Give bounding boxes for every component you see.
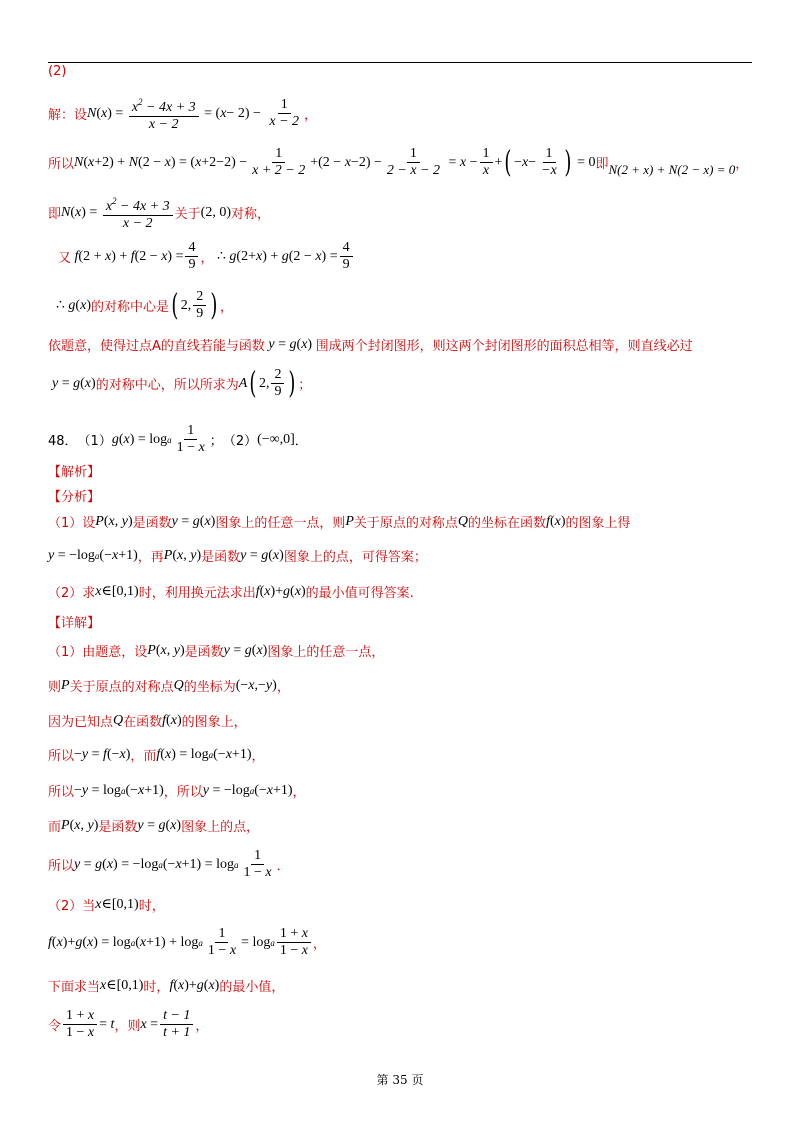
solution-line-4: 又 f (2 + x ) + f (2 − x ) = $\frac{4}{9}$ ， ∴ g (2+ x ) + g (2 − x ) = $\frac{4}{9}$ (58, 240, 355, 273)
text: 因为已知点 (48, 715, 114, 730)
text: ，所以 (163, 785, 203, 800)
solution-line-7: y = g ( x ) 的对称中心，所以所求为 A ( 2, $\frac{2}{9}$ ) ； (52, 365, 312, 401)
heading-text: 【解析】 (48, 465, 101, 480)
label: 所以 (48, 157, 75, 172)
punct: ； (298, 378, 312, 393)
part2-marker (48, 64, 66, 79)
text: ，则 (114, 1019, 141, 1034)
solution-line-1: 解：设 N ( x ) = $\frac{x^2 - 4x + 3}{x - 2}$ = ( x − 2) − $\frac{1}{x - 2}$ ， (48, 94, 317, 133)
text: ． (276, 859, 290, 874)
text: 关于原点的对称点 (353, 516, 458, 531)
fraction: $\frac{1}{x + 2 - 2}$ (252, 146, 306, 178)
detail-line-11: 令 $\frac{1 + x}{1 - x}$ = t ，则 x = $\frac{t - 1}{t + 1}$ ， (48, 1008, 209, 1040)
text: 依题意，使得过点A的直线若能与函数 (48, 339, 265, 354)
solution-line-2: 所以 N ( x +2) + N (2 − x ) = ( x +2−2) − $\frac{1}{x + 2 - 2}$ +(2 − x −2) − $\frac{1}{2 - x - 2}$ = x − $\frac{1}{x}$ + ( − x − $\frac{1}{-x}$ ) = 0 即 N(2 + x) + N(2 − x) = 0 ， (48, 144, 749, 180)
text: 是函数 (132, 516, 172, 531)
detail-line-3: 因为已知点 Q 在函数 f ( x ) 的图象上， (48, 712, 247, 730)
detail-line-7: 所以 y = g ( x ) = −log a (− x +1) = log a $\frac{1}{1 - x}$ ． (48, 848, 290, 880)
punct: ， (200, 251, 214, 266)
text: 下面求当 (48, 980, 101, 995)
label: 又 (58, 251, 72, 266)
solution-line-6: 依题意，使得过点A的直线若能与函数 y = g ( x ) 围成两个封闭图形，则这两个封闭图形的面积总相等，则直线必过 (48, 336, 693, 354)
label: 对称， (230, 207, 270, 222)
fraction: $\frac{1}{-x}$ (541, 146, 557, 178)
math-expr: N (74, 154, 84, 170)
text: 关于原点的对称点 (69, 680, 174, 695)
detail-line-1: （1）由题意，设 P ( x , y ) 是函数 y = g ( x ) 图象上的任意一点， (48, 642, 385, 660)
fraction: $\frac{1 + x}{1 - x}$ (63, 1008, 97, 1041)
problem-48-answer: 48． （1） g ( x ) = log a $\frac{1}{1 - x}$ ； （2） (−∞,0] ． (48, 423, 308, 455)
fraction: $\frac{1}{1 - x}$ (207, 926, 237, 958)
text: ，而 (130, 749, 157, 764)
solution-line-5: ∴ g ( x ) 的对称中心是 ( 2, $\frac{2}{9}$ ) ， (56, 287, 233, 323)
text: 图象上的点， (181, 820, 260, 835)
text: 时， (138, 899, 165, 914)
punct: ， (304, 108, 318, 123)
detail-line-2: 则 P 关于原点的对称点 Q 的坐标为 (− x ,− y ) ， (48, 677, 290, 695)
text: 所以 (48, 859, 75, 874)
detail-line-4: 所以 − y = f (− x ) ，而 f ( x ) = log a (− x +1) ， (48, 746, 265, 764)
top-rule (48, 62, 752, 63)
fraction: $\frac{t - 1}{t + 1}$ (160, 1008, 193, 1041)
part-label: （2） (222, 434, 258, 449)
text: ， (195, 1019, 209, 1034)
page-number: 第 35 页 (376, 1073, 424, 1087)
text: ， (276, 680, 290, 695)
heading-text: 【分析】 (48, 490, 101, 505)
detail-line-6: 而 P ( x , y ) 是函数 y = g ( x ) 图象上的点， (48, 817, 260, 835)
punct: ， (735, 157, 749, 172)
punct: ； (209, 434, 223, 449)
text: 则 (48, 680, 62, 695)
fraction: $\frac{2}{9}$ (271, 367, 284, 400)
text: ， (312, 937, 326, 952)
text: 是函数 (201, 550, 241, 565)
math-result: N(2 + x) + N(2 − x) = 0 (608, 161, 736, 177)
fraction: $\frac{2}{9}$ (193, 289, 206, 322)
text: 图象上的任意一点， (267, 645, 385, 660)
text: 图象上的点，可得答案； (283, 550, 427, 565)
fraction: $\frac{4}{9}$ (185, 240, 198, 273)
label: 的对称中心是 (90, 300, 169, 315)
fraction: $\frac{1}{x - 2}$ (269, 97, 300, 129)
text: 的最小值， (219, 980, 285, 995)
punct: ， (219, 300, 233, 315)
math-expr: N (87, 105, 97, 121)
punct: ． (294, 434, 308, 449)
heading-fenxi (48, 486, 100, 505)
fraction: $\frac{1 + x}{1 - x}$ (277, 926, 311, 959)
text: 图象上的任意一点，则 (215, 516, 346, 531)
heading-xiangjie (48, 612, 100, 631)
analysis-line-1: （1）设 P ( x , y ) 是函数 y = g ( x ) 图象上的任意一点，则 P 关于原点的对称点 Q 的坐标在函数 f ( x ) 的图象上得 (48, 513, 631, 531)
heading-text: 【详解】 (48, 616, 101, 631)
label: 的对称中心，所以所求为 (95, 378, 239, 393)
text: ，再 (137, 550, 164, 565)
label: 解：设 (48, 108, 88, 123)
text: （1）由题意，设 (48, 645, 148, 660)
text: 时， (143, 980, 170, 995)
fraction: $\frac{x^2 - 4x + 3}{x - 2}$ (129, 94, 199, 133)
solution-line-3: 即 N ( x ) = $\frac{x^2 - 4x + 3}{x - 2}$ 关于 (2, 0) 对称， (48, 193, 270, 232)
page-footer (0, 1071, 800, 1088)
text: 所以 (48, 749, 75, 764)
text: ， (251, 749, 265, 764)
detail-line-8: （2）当 x ∈[0,1) 时， (48, 896, 165, 914)
fraction: $\frac{4}{9}$ (340, 240, 353, 273)
label: 关于 (174, 207, 201, 222)
fraction: $\frac{1}{x}$ (480, 146, 493, 179)
text: 是函数 (98, 820, 138, 835)
analysis-line-2: y = −log a (− x +1) ，再 P ( x , y ) 是函数 y = g ( x ) 图象上的点，可得答案； (48, 547, 427, 565)
text: 时，利用换元法求出 (138, 586, 256, 601)
text: 围成两个封闭图形，则这两个封闭图形的面积总相等，则直线必过 (315, 339, 693, 354)
fraction: $\frac{x^2 - 4x + 3}{x - 2}$ (103, 193, 173, 232)
part-label: （1） (77, 434, 112, 449)
text: 是函数 (184, 645, 224, 660)
marker-text: (2) (48, 64, 67, 79)
answer-interval: (−∞,0] (257, 431, 295, 447)
text: 在函数 (123, 715, 163, 730)
text: （1）设 (48, 516, 96, 531)
text: ， (292, 785, 306, 800)
text: 的图象上得 (565, 516, 631, 531)
text: 而 (48, 820, 62, 835)
detail-line-5: 所以 − y = log a (− x +1) ，所以 y = −log a (− x +1) ， (48, 782, 306, 800)
detail-line-9: f ( x )+ g ( x ) = log a ( x +1) + log a $\frac{1}{1 - x}$ = log a $\frac{1 + x}{1 - x}$ ， (48, 926, 326, 958)
text: 所以 (48, 785, 75, 800)
text: 令 (48, 1019, 62, 1034)
text: （2）求 (48, 586, 96, 601)
text: 的坐标为 (183, 680, 236, 695)
analysis-line-3: （2）求 x ∈[0,1) 时，利用换元法求出 f ( x )+ g ( x ) 的最小值可得答案. (48, 583, 414, 601)
text: （2）当 (48, 899, 96, 914)
problem-number: 48． (48, 434, 78, 449)
text: 的坐标在函数 (468, 516, 547, 531)
label: 即 (595, 157, 609, 172)
detail-line-10: 下面求当 x ∈[0,1) 时， f ( x )+ g ( x ) 的最小值， (48, 977, 285, 995)
fraction: $\frac{1}{1 - x}$ (176, 423, 205, 455)
label: 即 (48, 207, 62, 222)
fraction: $\frac{1}{2 - x - 2}$ (386, 146, 440, 178)
text: 的图象上， (181, 715, 247, 730)
fraction: $\frac{1}{1 - x}$ (243, 848, 272, 880)
text: 的最小值可得答案. (305, 586, 414, 601)
heading-jiexi (48, 461, 100, 480)
